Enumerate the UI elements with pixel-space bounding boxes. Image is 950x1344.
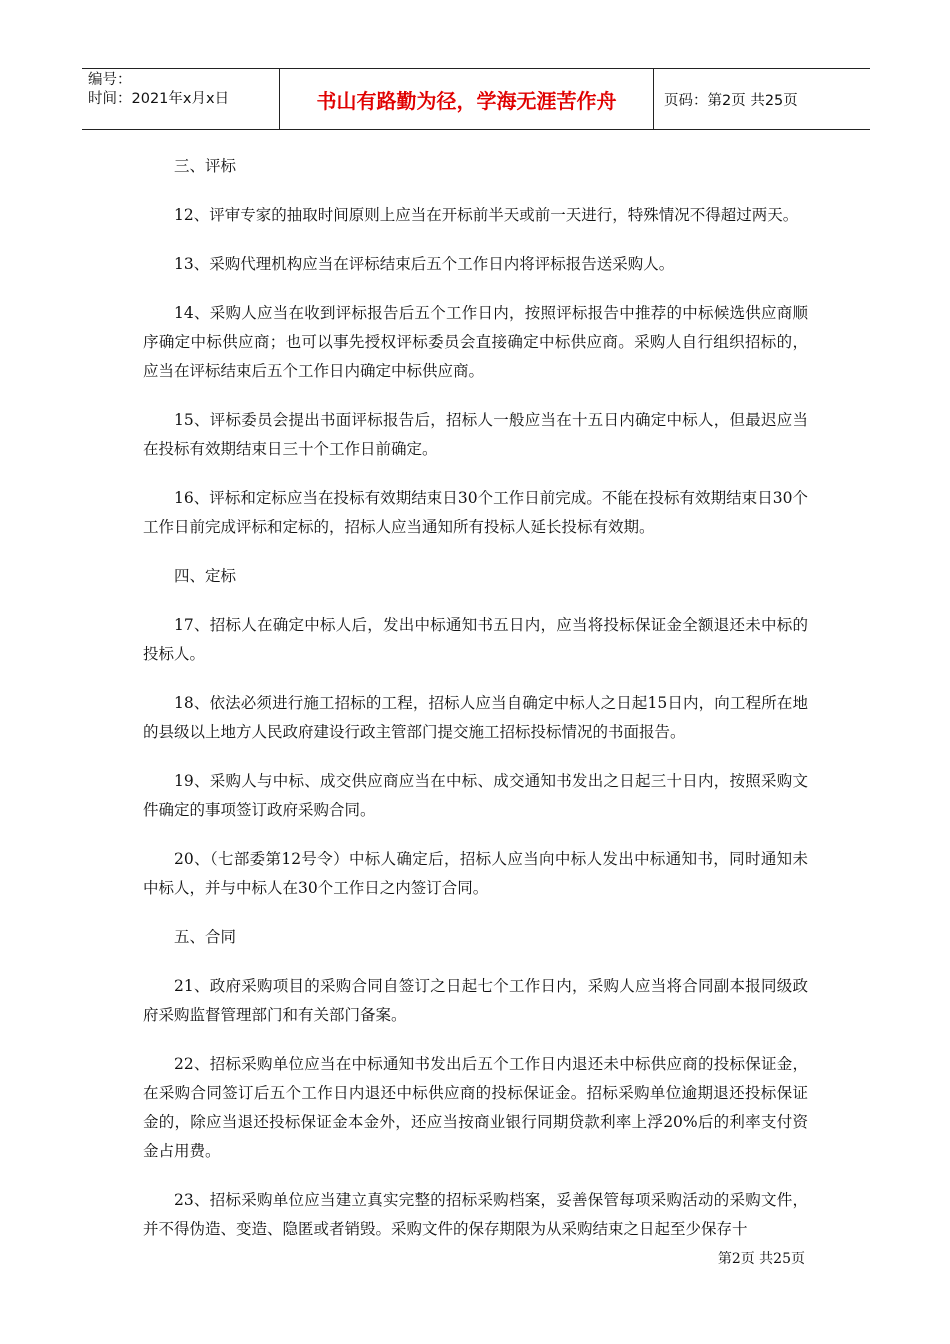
section-heading: 四、定标 [174,567,237,585]
header-meta [82,69,280,129]
paragraph: 13、采购代理机构应当在评标结束后五个工作日内将评标报告送采购人。 [174,255,675,273]
paragraph: 15、评标委员会提出书面评标报告后，招标人一般应当在十五日内确定中标人，但最迟应当在投标有效期结束日三十个工作日前确定。 [143,411,808,458]
time-label: 时间：2021年x月x日 [88,91,230,107]
paragraph: 20、（七部委第12号令）中标人确定后，招标人应当向中标人发出中标通知书，同时通知未中标人，并与中标人在30个工作日之内签订合同。 [143,850,808,897]
paragraph: 22、招标采购单位应当在中标通知书发出后五个工作日内退还未中标供应商的投标保证金，在采购合同签订后五个工作日内退还中标供应商的投标保证金。招标采购单位逾期退还投标保证金的，除应当退还投标保证金本金外，还应当按商业银行同期贷款利率上浮20%后的利率支付资金占用费。 [143,1055,808,1160]
paragraph: 18、依法必须进行施工招标的工程，招标人应当自确定中标人之日起15日内，向工程所在地的县级以上地方人民政府建设行政主管部门提交施工招标投标情况的书面报告。 [143,694,808,741]
page-footer: 第2页 共25页 [717,1251,805,1267]
number-label: 编号： [88,72,132,88]
section-heading: 三、评标 [174,157,237,175]
paragraph: 17、招标人在确定中标人后，发出中标通知书五日内，应当将投标保证金全额退还未中标的投标人。 [143,616,808,663]
paragraph: 19、采购人与中标、成交供应商应当在中标、成交通知书发出之日起三十日内，按照采购文件确定的事项签订政府采购合同。 [143,772,808,819]
paragraph: 14、采购人应当在收到评标报告后五个工作日内，按照评标报告中推荐的中标候选供应商顺序确定中标供应商；也可以事先授权评标委员会直接确定中标供应商。采购人自行组织招标的，应当在评标结束后五个工作日内确定中标供应商。 [143,304,808,380]
paragraph: 12、评审专家的抽取时间原则上应当在开标前半天或前一天进行，特殊情况不得超过两天。 [174,206,799,224]
page-header [82,68,870,130]
paragraph: 23、招标采购单位应当建立真实完整的招标采购档案，妥善保管每项采购活动的采购文件，并不得伪造、变造、隐匿或者销毁。采购文件的保存期限为从采购结束之日起至少保存十 [143,1191,808,1238]
document-body [143,152,808,1264]
header-motto: 书山有路勤为径，学海无涯苦作舟 [280,69,654,129]
header-page-info: 页码：第2页 共25页 [664,92,798,109]
paragraph: 21、政府采购项目的采购合同自签订之日起七个工作日内，采购人应当将合同副本报同级政府采购监督管理部门和有关部门备案。 [143,977,808,1024]
paragraph: 16、评标和定标应当在投标有效期结束日30个工作日前完成。不能在投标有效期结束日30个工作日前完成评标和定标的，招标人应当通知所有投标人延长投标有效期。 [143,489,808,536]
section-heading: 五、合同 [174,928,237,946]
